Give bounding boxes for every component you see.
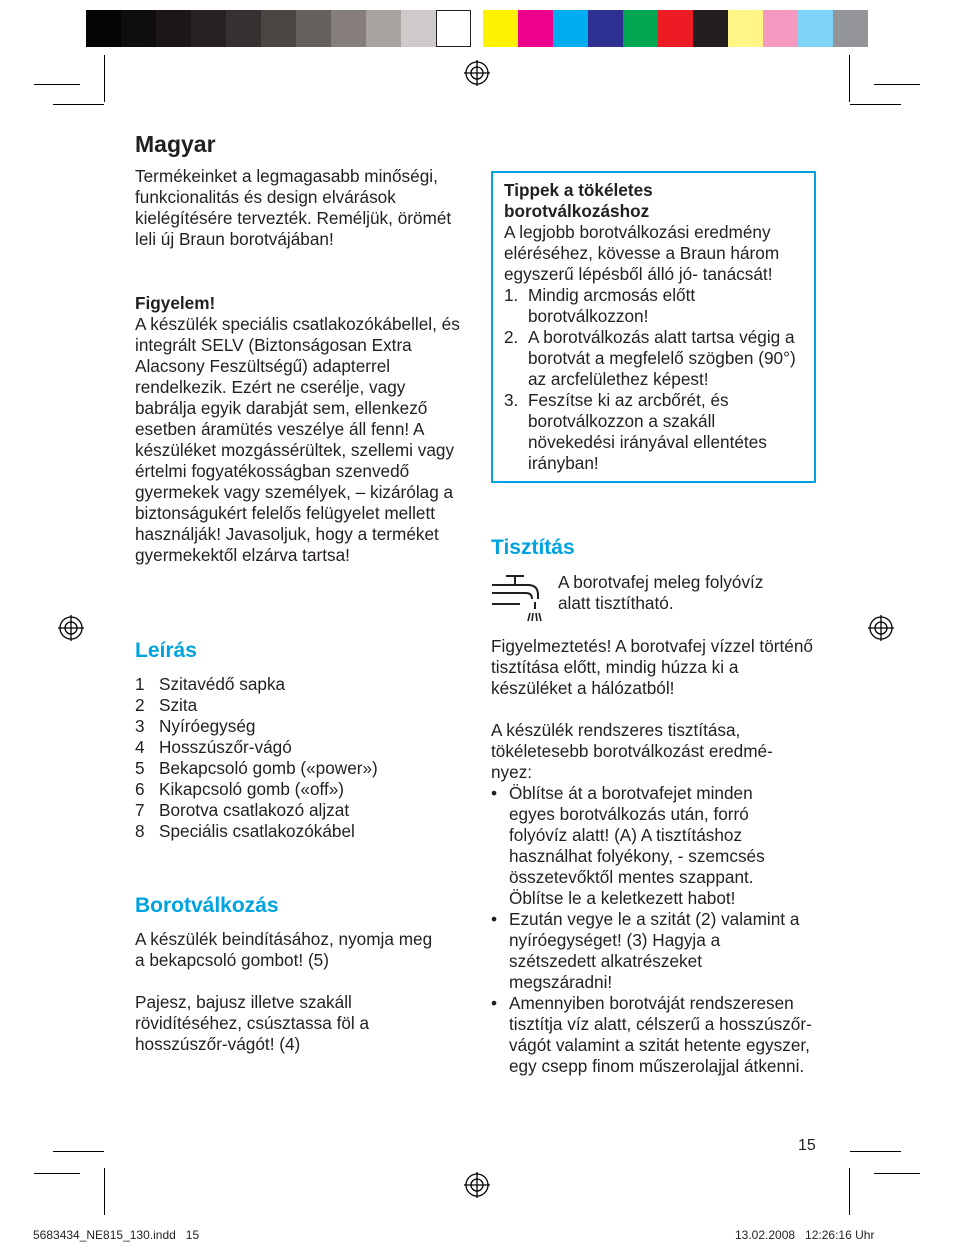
page-title: Magyar xyxy=(135,131,216,157)
warning-section xyxy=(135,293,470,566)
color-swatch xyxy=(366,10,401,47)
shaving-text-2: Pajesz, bajusz illetve szakáll rövidítéséhez, csúsztassa föl a hosszúszőr-vágót! (4) xyxy=(135,992,370,1054)
registration-mark-icon xyxy=(464,1172,490,1198)
list-item: 6 Kikapcsoló gomb («off») xyxy=(135,779,345,799)
color-swatch xyxy=(588,10,623,47)
tips-box xyxy=(491,171,816,483)
color-swatch xyxy=(798,10,833,47)
cleaning-warning: Figyelmeztetés! A borotvafej vízzel történő tisztítása előtt, mindig húzza ki a készüléket a hálózatból! xyxy=(491,636,813,698)
registration-mark-icon xyxy=(464,60,490,86)
color-swatch xyxy=(261,10,296,47)
color-swatch xyxy=(156,10,191,47)
warning-text: A készülék speciális csatlakozókábellel, és integrált SELV (Biztonságosan Extra Alacsony Feszültségű) adapterrel rendelkezik. Ezért ne cserélje, vagy babrálja egyik darabját sem, ellenkező esetben áramütés veszélye áll fenn! A készüléket mozgássérültek, szellemi vagy értelmi fogyatékosságban szenvedő gyermekek vagy személyek, – kizárólag a biztonságukért felelős felügyelet mellett használják! Javasoljuk, hogy a terméket gyermekektől elzárva tartsa! xyxy=(135,314,460,565)
color-swatch xyxy=(833,10,868,47)
color-swatch xyxy=(436,10,471,47)
list-item: 3. Feszítse ki az arcbőrét, és borotválkozzon a szakáll növekedési irányával ellentétes irányban! xyxy=(504,390,767,473)
color-swatch xyxy=(226,10,261,47)
cleaning-heading: Tisztítás xyxy=(491,536,575,559)
cleaning-icon-text-section xyxy=(558,572,798,614)
color-swatch xyxy=(553,10,588,47)
list-item: • Öblítse át a borotvafejet minden egyes borotválkozás után, forró folyóvíz alatt! (A) A tisztításhoz használhat folyékony, - szemcsés összetevőktől mentes szappant. Öblítse le a keletkezett habot! xyxy=(491,783,765,908)
color-swatch xyxy=(658,10,693,47)
faucet-icon xyxy=(490,573,542,625)
crop-mark xyxy=(850,1151,901,1152)
color-swatch xyxy=(296,10,331,47)
list-item: 1. Mindig arcmosás előtt borotválkozzon! xyxy=(504,285,696,326)
color-swatch xyxy=(693,10,728,47)
shaving-heading: Borotválkozás xyxy=(135,894,279,917)
color-swatch xyxy=(86,10,121,47)
list-item: 2 Szita xyxy=(135,695,198,715)
color-swatch xyxy=(728,10,763,47)
crop-mark xyxy=(874,1173,920,1174)
list-item: • Ezután vegye le a szitát (2) valamint a nyíróegységet! (3) Hagyja a szétszedett alkatrészeket megszáradni! xyxy=(491,909,800,992)
color-swatch xyxy=(121,10,156,47)
color-swatch xyxy=(518,10,553,47)
color-swatch xyxy=(483,10,518,47)
crop-mark xyxy=(104,55,105,102)
list-item: • Amennyiben borotváját rendszeresen tisztítja víz alatt, célszerű a hosszúszőr-vágót valamint a szitát hetente egyszer, egy csepp finom műszerolajjal átkenni. xyxy=(491,993,812,1076)
crop-mark xyxy=(849,55,850,102)
tips-title: Tippek a tökéletes borotválkozáshoz xyxy=(504,180,653,221)
tips-intro: A legjobb borotválkozási eredmény eléréséhez, kövesse a Braun három egyszerű lépésből álló jó- tanácsát! xyxy=(504,222,780,284)
crop-mark xyxy=(874,84,920,85)
color-swatch xyxy=(763,10,798,47)
intro-section xyxy=(135,166,470,250)
description-list xyxy=(135,674,470,842)
cleaning-intro: A készülék rendszeres tisztítása, tökéletesebb borotválkozást eredmé- nyez: xyxy=(491,720,773,782)
color-swatch xyxy=(191,10,226,47)
page-number: 15 xyxy=(798,1137,816,1154)
crop-mark xyxy=(849,1168,850,1215)
color-swatch xyxy=(331,10,366,47)
cleaning-icon-text: A borotvafej meleg folyóvíz alatt tisztítható. xyxy=(558,572,764,613)
warning-title: Figyelem! xyxy=(135,293,216,313)
list-item: 4 Hosszúszőr-vágó xyxy=(135,737,292,757)
cleaning-section xyxy=(491,636,821,1077)
registration-mark-icon xyxy=(58,615,84,641)
shaving-text-1: A készülék beindításához, nyomja meg a bekapcsoló gombot! (5) xyxy=(135,929,433,970)
crop-mark xyxy=(104,1168,105,1215)
list-item: 5 Bekapcsoló gomb («power») xyxy=(135,758,378,778)
shaving-section xyxy=(135,929,435,1055)
list-item: 8 Speciális csatlakozókábel xyxy=(135,821,355,841)
crop-mark xyxy=(34,1173,80,1174)
list-item: 1 Szitavédő sapka xyxy=(135,674,286,694)
list-item: 7 Borotva csatlakozó aljzat xyxy=(135,800,350,820)
crop-mark xyxy=(53,104,104,105)
footer-file-info: 5683434_NE815_130.indd 15 xyxy=(33,1228,200,1242)
crop-mark xyxy=(34,84,80,85)
registration-mark-icon xyxy=(868,615,894,641)
crop-mark xyxy=(850,104,901,105)
footer-timestamp: 13.02.2008 12:26:16 Uhr xyxy=(735,1228,875,1242)
gray-calibration-bar xyxy=(86,10,471,47)
intro-text: Termékeinket a legmagasabb minőségi, funkcionalitás és design elvárások kielégítésére tervezték. Reméljük, örömét leli új Braun borotvájában! xyxy=(135,166,452,249)
crop-mark xyxy=(53,1151,104,1152)
description-heading: Leírás xyxy=(135,639,197,662)
color-swatch xyxy=(623,10,658,47)
color-swatch xyxy=(401,10,436,47)
list-item: 3 Nyíróegység xyxy=(135,716,256,736)
process-color-bar xyxy=(483,10,868,47)
list-item: 2. A borotválkozás alatt tartsa végig a borotvát a megfelelő szögben (90°) az arcfelülethez képest! xyxy=(504,327,796,389)
